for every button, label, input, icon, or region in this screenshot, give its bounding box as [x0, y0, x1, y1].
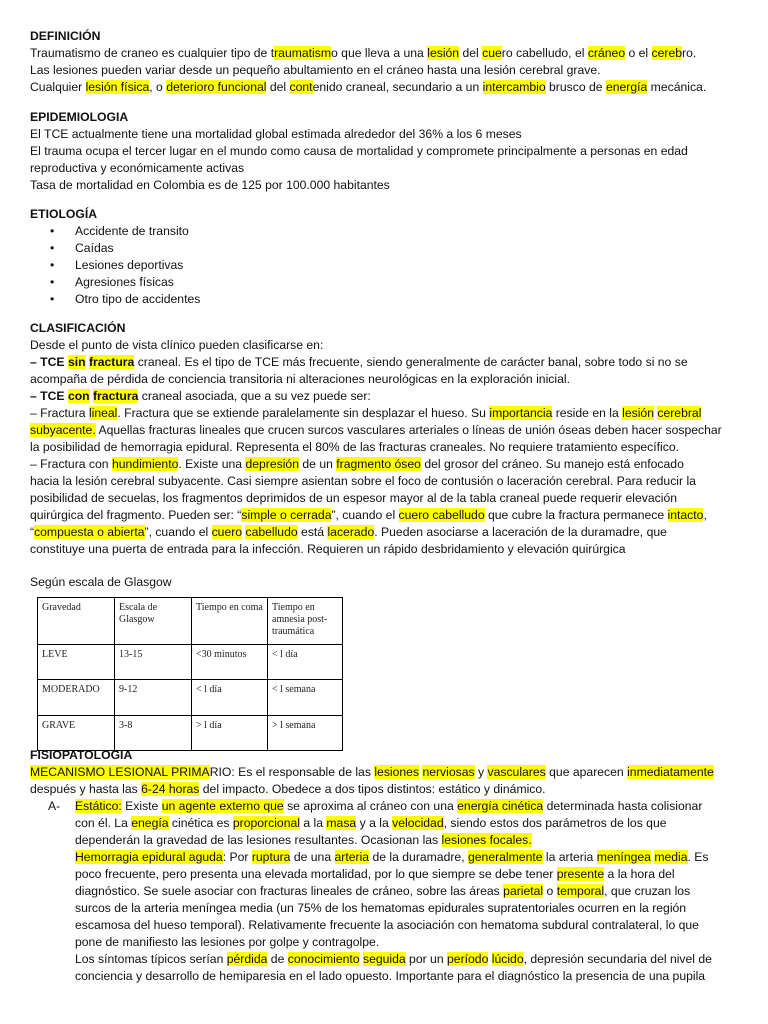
- highlighted-text: simple o cerrada: [241, 508, 332, 522]
- highlighted-text: seguida: [362, 952, 406, 966]
- table-cell: 9-12: [115, 680, 192, 716]
- text-run: ro cabelludo, el: [501, 46, 588, 60]
- table-cell: < l día: [192, 680, 268, 716]
- highlighted-text: con: [67, 389, 90, 403]
- text-run: de un: [298, 457, 337, 471]
- cla-line: [30, 422, 745, 439]
- highlighted-text: hundimiento: [111, 457, 179, 471]
- text-run: del grosor del cráneo. Su manejo está enfocado: [420, 457, 684, 471]
- table-cell: <30 minutos: [192, 645, 268, 680]
- fis-line-2: [30, 781, 745, 798]
- text-run: , que cruzan los: [604, 884, 691, 898]
- highlighted-text: cuero cabelludo: [398, 508, 485, 522]
- highlighted-text: temporal: [556, 884, 605, 898]
- text-run: y: [474, 765, 488, 779]
- table-cell: > l semana: [268, 716, 343, 751]
- table-header-cell: Escala de Glasgow: [115, 598, 192, 645]
- text-run: – Fractura: [30, 406, 89, 420]
- text-run: la arteria: [542, 850, 597, 864]
- section-etiologia: [30, 206, 745, 308]
- text-run: de la duramadre,: [369, 850, 468, 864]
- highlighted-text: energía cinética: [457, 799, 544, 813]
- table-row: [38, 716, 343, 751]
- table-header-cell: Gravedad: [38, 598, 115, 645]
- text-run: poco frecuente, pero presenta una elevada mortalidad, por lo que siempre se debe tener: [75, 867, 557, 881]
- section-definicion: [30, 28, 745, 96]
- epi-line-2: El trauma ocupa el tercer lugar en el mundo como causa de mortalidad y compromete principalmente a personas en edad: [30, 144, 688, 158]
- table-cell: 3-8: [115, 716, 192, 751]
- highlighted-text: lineal: [88, 406, 118, 420]
- highlighted-text: compuesta o abierta: [34, 525, 145, 539]
- cla-tce-sin-fractura: [30, 354, 745, 371]
- highlighted-text: lesión: [427, 46, 460, 60]
- text-run: , depresión secundaria del nivel de: [523, 952, 712, 966]
- list-item: • Accidente de transito: [30, 223, 745, 240]
- highlighted-text: lesiones: [374, 765, 420, 779]
- highlighted-text: fractura: [88, 355, 135, 369]
- text-run: de: [267, 952, 288, 966]
- cla-intro: Desde el punto de vista clínico pueden clasificarse en:: [30, 338, 324, 352]
- highlighted-text: energía: [605, 80, 648, 94]
- highlighted-text: cont: [289, 80, 313, 94]
- text-run: mecánica.: [647, 80, 707, 94]
- text-run: – Fractura con: [30, 457, 112, 471]
- highlighted-text: subyacente.: [30, 423, 96, 437]
- highlighted-text: lesión: [622, 406, 654, 420]
- highlighted-text: velocidad: [392, 816, 444, 830]
- table-cell: 13-15: [115, 645, 192, 680]
- table-cell: GRAVE: [38, 716, 115, 751]
- glasgow-caption: Según escala de Glasgow: [30, 575, 172, 589]
- fis-a-line: [30, 832, 745, 849]
- highlighted-text: un agente externo que: [161, 799, 284, 813]
- text-run: Traumatismo de craneo es cualquier tipo de t: [30, 46, 275, 60]
- text-run: diagnóstico. Se suele asociar con fracturas lineales de cráneo, sobre las áreas: [75, 884, 504, 898]
- highlighted-text: cabelludo: [245, 525, 298, 539]
- text-run: – TCE: [30, 389, 68, 403]
- text-run: ”, cuando el: [144, 525, 212, 539]
- highlighted-text: cerebral: [657, 406, 702, 420]
- fis-item-a: [30, 798, 745, 985]
- text-run: que aparecen: [545, 765, 628, 779]
- text-run: con él. La: [75, 816, 132, 830]
- text-run: ,: [703, 508, 707, 522]
- highlighted-text: proporcional: [232, 816, 300, 830]
- def-line-3: [30, 79, 745, 96]
- highlighted-text: cereb: [651, 46, 683, 60]
- highlighted-text: nerviosas: [422, 765, 475, 779]
- highlighted-text: presente: [556, 867, 605, 881]
- text-run: o: [543, 884, 557, 898]
- highlighted-text: raumatism: [274, 46, 331, 60]
- fis-a-line: [30, 815, 745, 832]
- text-run: cinética es: [168, 816, 233, 830]
- highlighted-text: fragmento óseo: [336, 457, 421, 471]
- text-run: quirúrgica del fragmento. Pueden ser: “: [30, 508, 242, 522]
- highlighted-text: período: [447, 952, 489, 966]
- fis-a-line: escamosa del hueso temporal). Relativamente frecuente la asociación con hematoma subdural contralateral, lo que: [75, 918, 699, 932]
- cla-line: [30, 507, 745, 524]
- highlighted-text: pérdida: [226, 952, 268, 966]
- text-run: craneal. Es el tipo de TCE más frecuente, siendo generalmente de carácter banal, sobre todo si no se: [134, 355, 688, 369]
- epi-line-1: El TCE actualmente tiene una mortalidad global estimada alrededor del 36% a los 6 meses: [30, 127, 522, 141]
- heading-epidemiologia: EPIDEMIOLOGIA: [30, 110, 129, 124]
- text-run: que cubre la fractura permanece: [484, 508, 668, 522]
- fis-line-1: [30, 764, 745, 781]
- cla-fractura-lineal: [30, 405, 745, 422]
- text-run: ”, cuando el: [331, 508, 399, 522]
- epi-line-3: reproductiva y económicamente activas: [30, 161, 245, 175]
- def-line-2: Las lesiones pueden variar desde un pequeño abultamiento en el cráneo hasta una lesión cerebral grave.: [30, 63, 601, 77]
- fis-a-line: [30, 849, 745, 866]
- cla-fractura-hundimiento: [30, 456, 745, 473]
- text-run: de una: [290, 850, 335, 864]
- text-run: : Por: [222, 850, 252, 864]
- highlighted-text: ruptura: [251, 850, 291, 864]
- highlighted-text: importancia: [489, 406, 553, 420]
- text-run: reside en la: [552, 406, 623, 420]
- text-run: está: [297, 525, 328, 539]
- section-clasificacion: [30, 320, 745, 558]
- highlighted-text: cuero: [211, 525, 243, 539]
- text-run: determinada hasta colisionar: [543, 799, 703, 813]
- highlighted-text: media: [654, 850, 688, 864]
- list-item: • Caídas: [30, 240, 745, 257]
- text-run: dependerán la gravedad de las lesiones resultantes. Ocasionan las: [75, 833, 442, 847]
- text-run: – TCE: [30, 355, 68, 369]
- highlighted-text: parietal: [503, 884, 544, 898]
- fis-a-line: conciencia y desarrollo de hemiparesia en el lado opuesto. Importante para el diagnóstico la presencia de una pupila: [75, 969, 706, 983]
- section-fisiopatologia: [30, 747, 745, 985]
- highlighted-text: masa: [326, 816, 357, 830]
- table-header-cell: Tiempo en amnesia post-traumática: [268, 598, 343, 645]
- highlighted-text: Hemorragia epidural aguda: [75, 850, 223, 864]
- text-run: , o: [149, 80, 167, 94]
- text-run: RIO: Es el responsable de las: [209, 765, 375, 779]
- highlighted-text: fractura: [93, 389, 139, 403]
- text-run: Aquellas fracturas lineales que crucen surcos vasculares arteriales o líneas de unión óseas deben hacer sospechar: [95, 423, 722, 437]
- fis-a-line: [30, 951, 745, 968]
- fis-a-line: [30, 883, 745, 900]
- highlighted-text: vasculares: [487, 765, 546, 779]
- highlighted-text: intacto: [667, 508, 704, 522]
- highlighted-text: 6-24 horas: [141, 782, 200, 796]
- epi-line-4: Tasa de mortalidad en Colombia es de 125 por 100.000 habitantes: [30, 178, 390, 192]
- glasgow-table-wrap: [37, 597, 343, 751]
- text-run: del: [459, 46, 483, 60]
- text-run: después y hasta las: [30, 782, 142, 796]
- highlighted-text: lacerado: [327, 525, 375, 539]
- text-run: Cualquier: [30, 80, 86, 94]
- cla-tce-con-fractura: [30, 388, 745, 405]
- heading-fisiopatologia: FISIOPATOLOGIA: [30, 748, 133, 762]
- cla-line: posibilidad de secuelas, los fragmentos deprimidos de un espesor mayor al de la tabla craneal puede requerir elevación: [30, 491, 677, 505]
- cla-line: acompaña de pérdida de conciencia transitoria ni alteraciones neurológicas en la exploración inicial.: [30, 372, 570, 386]
- text-run: a la: [299, 816, 327, 830]
- text-run: . Fractura que se extiende paralelamente sin desplazar el hueso. Su: [117, 406, 490, 420]
- highlighted-text: depresión: [245, 457, 299, 471]
- table-cell: < l día: [268, 645, 343, 680]
- highlighted-text: arteria: [334, 850, 370, 864]
- heading-definicion: DEFINICIÓN: [30, 29, 101, 43]
- highlighted-text: cráneo: [587, 46, 626, 60]
- text-run: . Es: [687, 850, 709, 864]
- text-run: del impacto. Obedece a dos tipos distintos: estático y dinámico.: [199, 782, 546, 796]
- text-run: o que lleva a una: [331, 46, 428, 60]
- fis-a-line: surcos de la arteria meníngea media (un 75% de los hematomas epidurales supratentoriales ocurren en la región: [75, 901, 687, 915]
- table-cell: > l día: [192, 716, 268, 751]
- section-epidemiologia: [30, 109, 745, 194]
- list-item: • Lesiones deportivas: [30, 257, 745, 274]
- glasgow-table: [37, 597, 343, 751]
- heading-etiologia: ETIOLOGÍA: [30, 207, 98, 221]
- highlighted-text: lúcido: [491, 952, 524, 966]
- text-run: , siendo estos dos parámetros de los que: [443, 816, 667, 830]
- highlighted-text: enegía: [131, 816, 169, 830]
- fis-a-line: pone de manifiesto las lesiones por golpe y contragolpe.: [75, 935, 380, 949]
- fis-a-line: [30, 866, 745, 883]
- text-run: . Pueden asociarse a laceración de la duramadre, que: [374, 525, 667, 539]
- list-item: • Agresiones físicas: [30, 274, 745, 291]
- highlighted-text: Estático:: [75, 799, 122, 813]
- table-header-cell: Tiempo en coma: [192, 598, 268, 645]
- highlighted-text: cue: [482, 46, 502, 60]
- table-header-row: [38, 598, 343, 645]
- table-cell: LEVE: [38, 645, 115, 680]
- text-run: Existe: [121, 799, 162, 813]
- text-run: por un: [405, 952, 448, 966]
- text-run: enido craneal, secundario a un: [312, 80, 483, 94]
- text-run: “: [30, 525, 35, 539]
- text-run: . Existe una: [178, 457, 246, 471]
- cla-line: [30, 524, 745, 541]
- highlighted-text: intercambio: [482, 80, 546, 94]
- text-run: ro.: [682, 46, 697, 60]
- highlighted-text: conocimiento: [287, 952, 360, 966]
- table-cell: MODERADO: [38, 680, 115, 716]
- text-run: a la hora del: [604, 867, 675, 881]
- cla-line: la posibilidad de hemorragia epidural. Representa el 80% de las fracturas craneales. No requiere tratamiento específico.: [30, 440, 680, 454]
- item-label: A-: [48, 799, 61, 813]
- text-run: y a la: [356, 816, 393, 830]
- text-run: o el: [625, 46, 652, 60]
- text-run: del: [266, 80, 290, 94]
- table-cell: < l semana: [268, 680, 343, 716]
- highlighted-text: lesiones focales.: [441, 833, 532, 847]
- etiologia-list: [30, 223, 745, 308]
- highlighted-text: generalmente: [467, 850, 543, 864]
- highlighted-text: MECANISMO LESIONAL PRIMA: [30, 765, 210, 779]
- highlighted-text: inmediatamente: [627, 765, 714, 779]
- table-row: [38, 680, 343, 716]
- list-item: • Otro tipo de accidentes: [30, 291, 745, 308]
- highlighted-text: sin: [67, 355, 86, 369]
- table-row: [38, 645, 343, 680]
- heading-clasificacion: CLASIFICACIÓN: [30, 321, 126, 335]
- highlighted-text: deterioro funcional: [166, 80, 267, 94]
- cla-line: constituye una puerta de entrada para la infección. Requieren un rápido desbridamiento y elevación quirúrgica: [30, 542, 626, 556]
- cla-line: hacia la lesión cerebral subyacente. Casi siempre asientan sobre el foco de contusión o laceración cerebral. Para reducir la: [30, 474, 696, 488]
- fis-a-line: [30, 798, 745, 815]
- highlighted-text: lesión física: [85, 80, 150, 94]
- text-run: se aproxima al cráneo con una: [283, 799, 458, 813]
- def-line-1: [30, 45, 745, 62]
- text-run: brusco de: [545, 80, 606, 94]
- text-run: craneal asociada, que a su vez puede ser:: [138, 389, 371, 403]
- text-run: Los síntomas típicos serían: [75, 952, 227, 966]
- highlighted-text: meníngea: [596, 850, 651, 864]
